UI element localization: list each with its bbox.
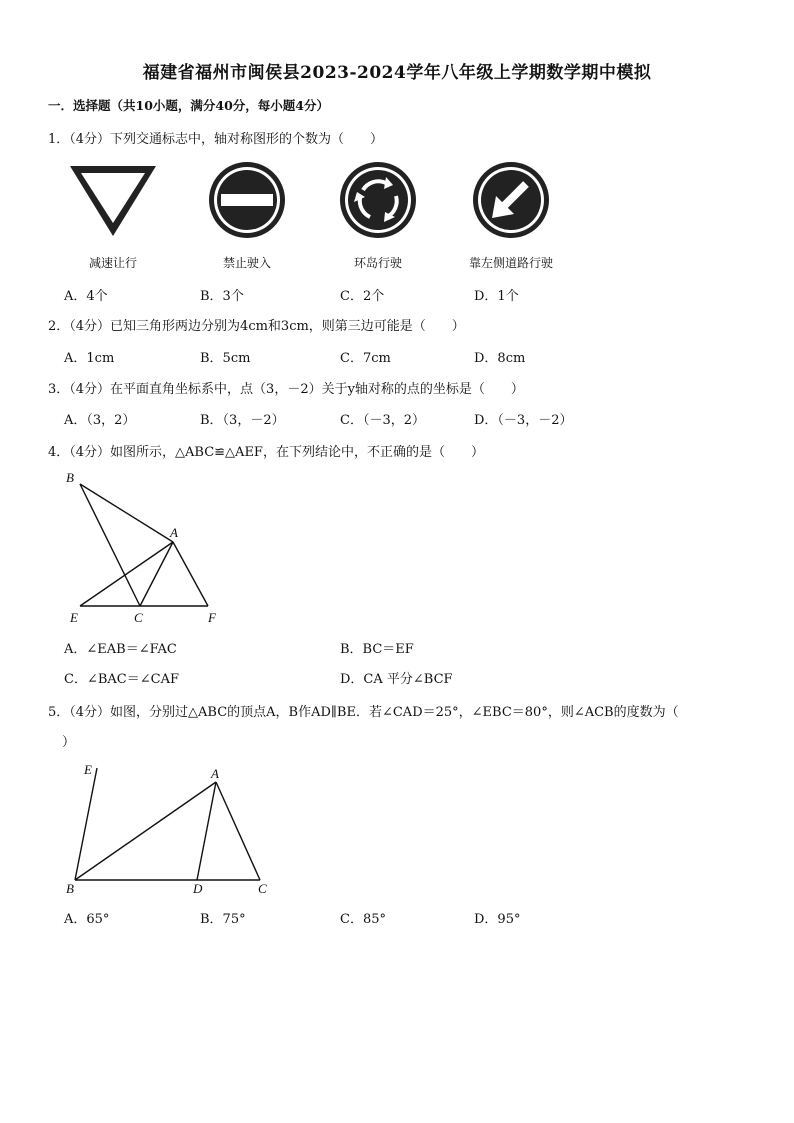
point-label-d: D: [193, 881, 203, 896]
question-4-stem: 4．（4分）如图所示，△ABC≌△AEF，在下列结论中，不正确的是（ ）: [48, 445, 484, 460]
q2-option-a: A．1cm: [64, 351, 115, 366]
question-1-stem: 1．（4分）下列交通标志中，轴对称图形的个数为（ ）: [48, 132, 384, 147]
q1-option-c: C．2个: [340, 289, 385, 304]
q2-option-b: B．5cm: [200, 351, 251, 366]
question-3-stem: 3．（4分）在平面直角坐标系中，点（3，－2）关于y轴对称的点的坐标是（ ）: [48, 382, 524, 397]
question-5-stem-continued: ）: [62, 735, 76, 750]
q4-option-b: B．BC＝EF: [340, 642, 414, 657]
section-heading: 一．选择题（共10小题，满分40分，每小题4分）: [48, 98, 329, 113]
q1-option-d: D．1个: [474, 289, 519, 304]
roundabout-sign-icon: [340, 162, 416, 238]
q5-option-a: A．65°: [64, 912, 110, 927]
q2-option-c: C．7cm: [340, 351, 391, 366]
point-label-f: F: [208, 610, 216, 625]
q2-option-d: D．8cm: [474, 351, 526, 366]
keep-left-sign-icon: [473, 162, 549, 238]
point-label-a: A: [211, 766, 219, 781]
q4-option-d: D．CA 平分∠BCF: [340, 672, 453, 687]
sign-label-no-entry: 禁止驶入: [222, 256, 271, 270]
point-label-b: B: [66, 881, 74, 896]
sign-label-yield: 减速让行: [88, 256, 137, 270]
q3-option-d: D．（－3，－2）: [474, 413, 573, 428]
question-5-stem: 5．（4分）如图，分别过△ABC的顶点A，B作AD∥BE．若∠CAD＝25°，∠EBC＝80°，则∠ACB的度数为（: [48, 705, 679, 720]
sign-label-roundabout: 环岛行驶: [353, 256, 402, 270]
triangle-figure-q5: [60, 758, 280, 898]
q3-option-a: A．（3，2）: [64, 413, 136, 428]
triangle-figure-q4: [60, 466, 240, 632]
no-entry-sign-icon: [209, 162, 285, 238]
sign-label-keep-left: 靠左侧道路行驶: [468, 256, 553, 270]
q3-option-c: C．（－3，2）: [340, 413, 425, 428]
question-2-stem: 2．（4分）已知三角形两边分别为4cm和3cm，则第三边可能是（ ）: [48, 319, 465, 334]
q1-option-a: A．4个: [64, 289, 108, 304]
q5-option-b: B．75°: [200, 912, 246, 927]
point-label-a: A: [170, 525, 178, 540]
page-title: 福建省福州市闽侯县2023-2024学年八年级上学期数学期中模拟: [142, 63, 652, 83]
point-label-c: C: [258, 881, 267, 896]
point-label-b: B: [66, 470, 74, 485]
q4-option-a: A．∠EAB＝∠FAC: [64, 642, 177, 657]
traffic-signs-figure: [60, 160, 580, 242]
q3-option-b: B．（3，－2）: [200, 413, 285, 428]
q4-option-c: C．∠BAC＝∠CAF: [64, 672, 179, 687]
q5-option-c: C．85°: [340, 912, 386, 927]
q5-option-d: D．95°: [474, 912, 521, 927]
q1-option-b: B．3个: [200, 289, 244, 304]
point-label-c: C: [134, 610, 143, 625]
yield-sign-icon: [70, 166, 156, 236]
point-label-e: E: [70, 610, 78, 625]
point-label-e: E: [84, 762, 92, 777]
